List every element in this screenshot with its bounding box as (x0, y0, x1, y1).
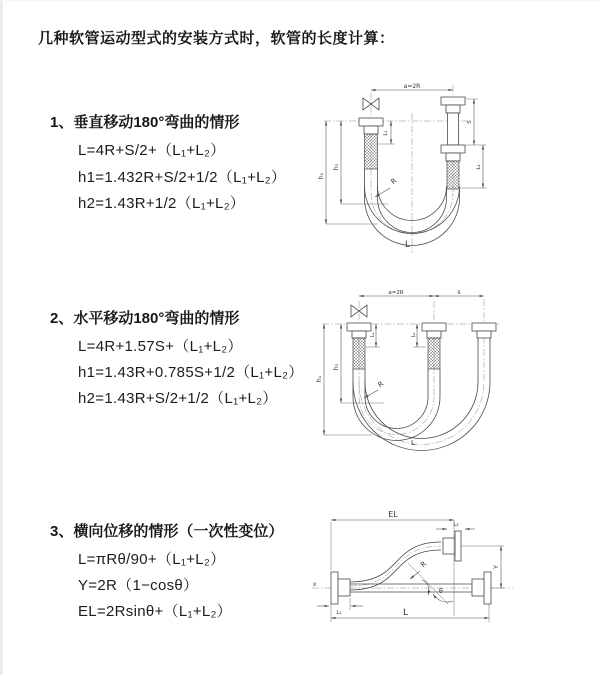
right-fitting (472, 323, 496, 338)
diagram-horizontal-180-bend (314, 287, 569, 459)
d2-span-label: a=2R (388, 290, 404, 296)
hose-u-bends (353, 338, 490, 451)
dimension-lines (317, 520, 504, 622)
upper-right-flange (443, 531, 461, 561)
d1-l1-label: L₁ (383, 130, 389, 136)
d1-radius-label: R (389, 176, 399, 187)
d3-el-label: EL (388, 510, 398, 519)
section1-formula-h2: h2=1.43R+1/2（L₁+L₂） (78, 195, 246, 212)
d1-h2-label: h₂ (333, 163, 340, 171)
section2-formula-L: L=4R+1.57S+（L₁+L₂） (78, 338, 243, 355)
d1-l2-label: L₂ (476, 164, 482, 170)
section1-heading: 1、垂直移动180°弯曲的情形 (50, 114, 240, 131)
construction-lines (408, 520, 454, 616)
section1-formula-h1: h1=1.432R+S/2+1/2（L₁+L₂） (78, 169, 287, 186)
d3-radius-label: R (419, 559, 429, 570)
page-title: 几种软管运动型式的安装方式时，软管的长度计算： (38, 30, 395, 47)
d2-s-label: s (457, 289, 461, 296)
d3-l1-label: L₁ (336, 610, 342, 616)
d3-length-label: L (403, 608, 409, 618)
d3-axis-mark: x̄ (313, 582, 317, 588)
right-flange (472, 572, 491, 604)
d1-h1-label: h₁ (318, 172, 325, 180)
d2-l2-label: L₂ (411, 332, 417, 338)
d2-h2-label: h₂ (333, 363, 340, 371)
section2-formula-h2: h2=1.43R+S/2+1/2（L₁+L₂） (78, 390, 278, 407)
d3-l2-label: L₂ (453, 522, 459, 528)
dimension-lines (324, 296, 484, 435)
section3-formula-EL: EL=2Rsinθ+（L₁+L₂） (78, 603, 232, 620)
d3-y-label: Y (492, 565, 500, 569)
d1-span-label: a=2R (403, 83, 421, 90)
section3-formula-Y: Y=2R（1−cosθ） (78, 577, 199, 594)
left-fitting (359, 118, 383, 169)
diagram-lateral-displacement (308, 506, 600, 651)
centerlines (322, 299, 499, 445)
d2-length-label: L (411, 439, 415, 447)
section2-heading: 2、水平移动180°弯曲的情形 (50, 310, 240, 327)
right-fitting (441, 97, 465, 189)
section3-formula-L: L=πRθ/90+（L₁+L₂） (78, 551, 226, 568)
section3-heading: 3、横向位移的情形（一次性变位） (50, 523, 284, 540)
left-flange (331, 572, 350, 604)
d3-theta-label: θ (439, 588, 443, 595)
d2-h1-label: h₁ (316, 375, 323, 383)
section1-formula-L: L=4R+S/2+（L₁+L₂） (78, 142, 226, 159)
d2-l1-label: L₁ (370, 332, 376, 338)
dimension-lines (326, 90, 487, 224)
d1-length-label: L (405, 240, 410, 250)
d2-radius-label: R (376, 379, 386, 390)
section2-formula-h1: h1=1.43R+0.785S+1/2（L₁+L₂） (78, 364, 304, 381)
middle-fitting (422, 323, 446, 369)
diagram-vertical-180-bend (316, 81, 556, 256)
left-fitting (347, 323, 371, 369)
d1-s-label: S (467, 120, 473, 124)
